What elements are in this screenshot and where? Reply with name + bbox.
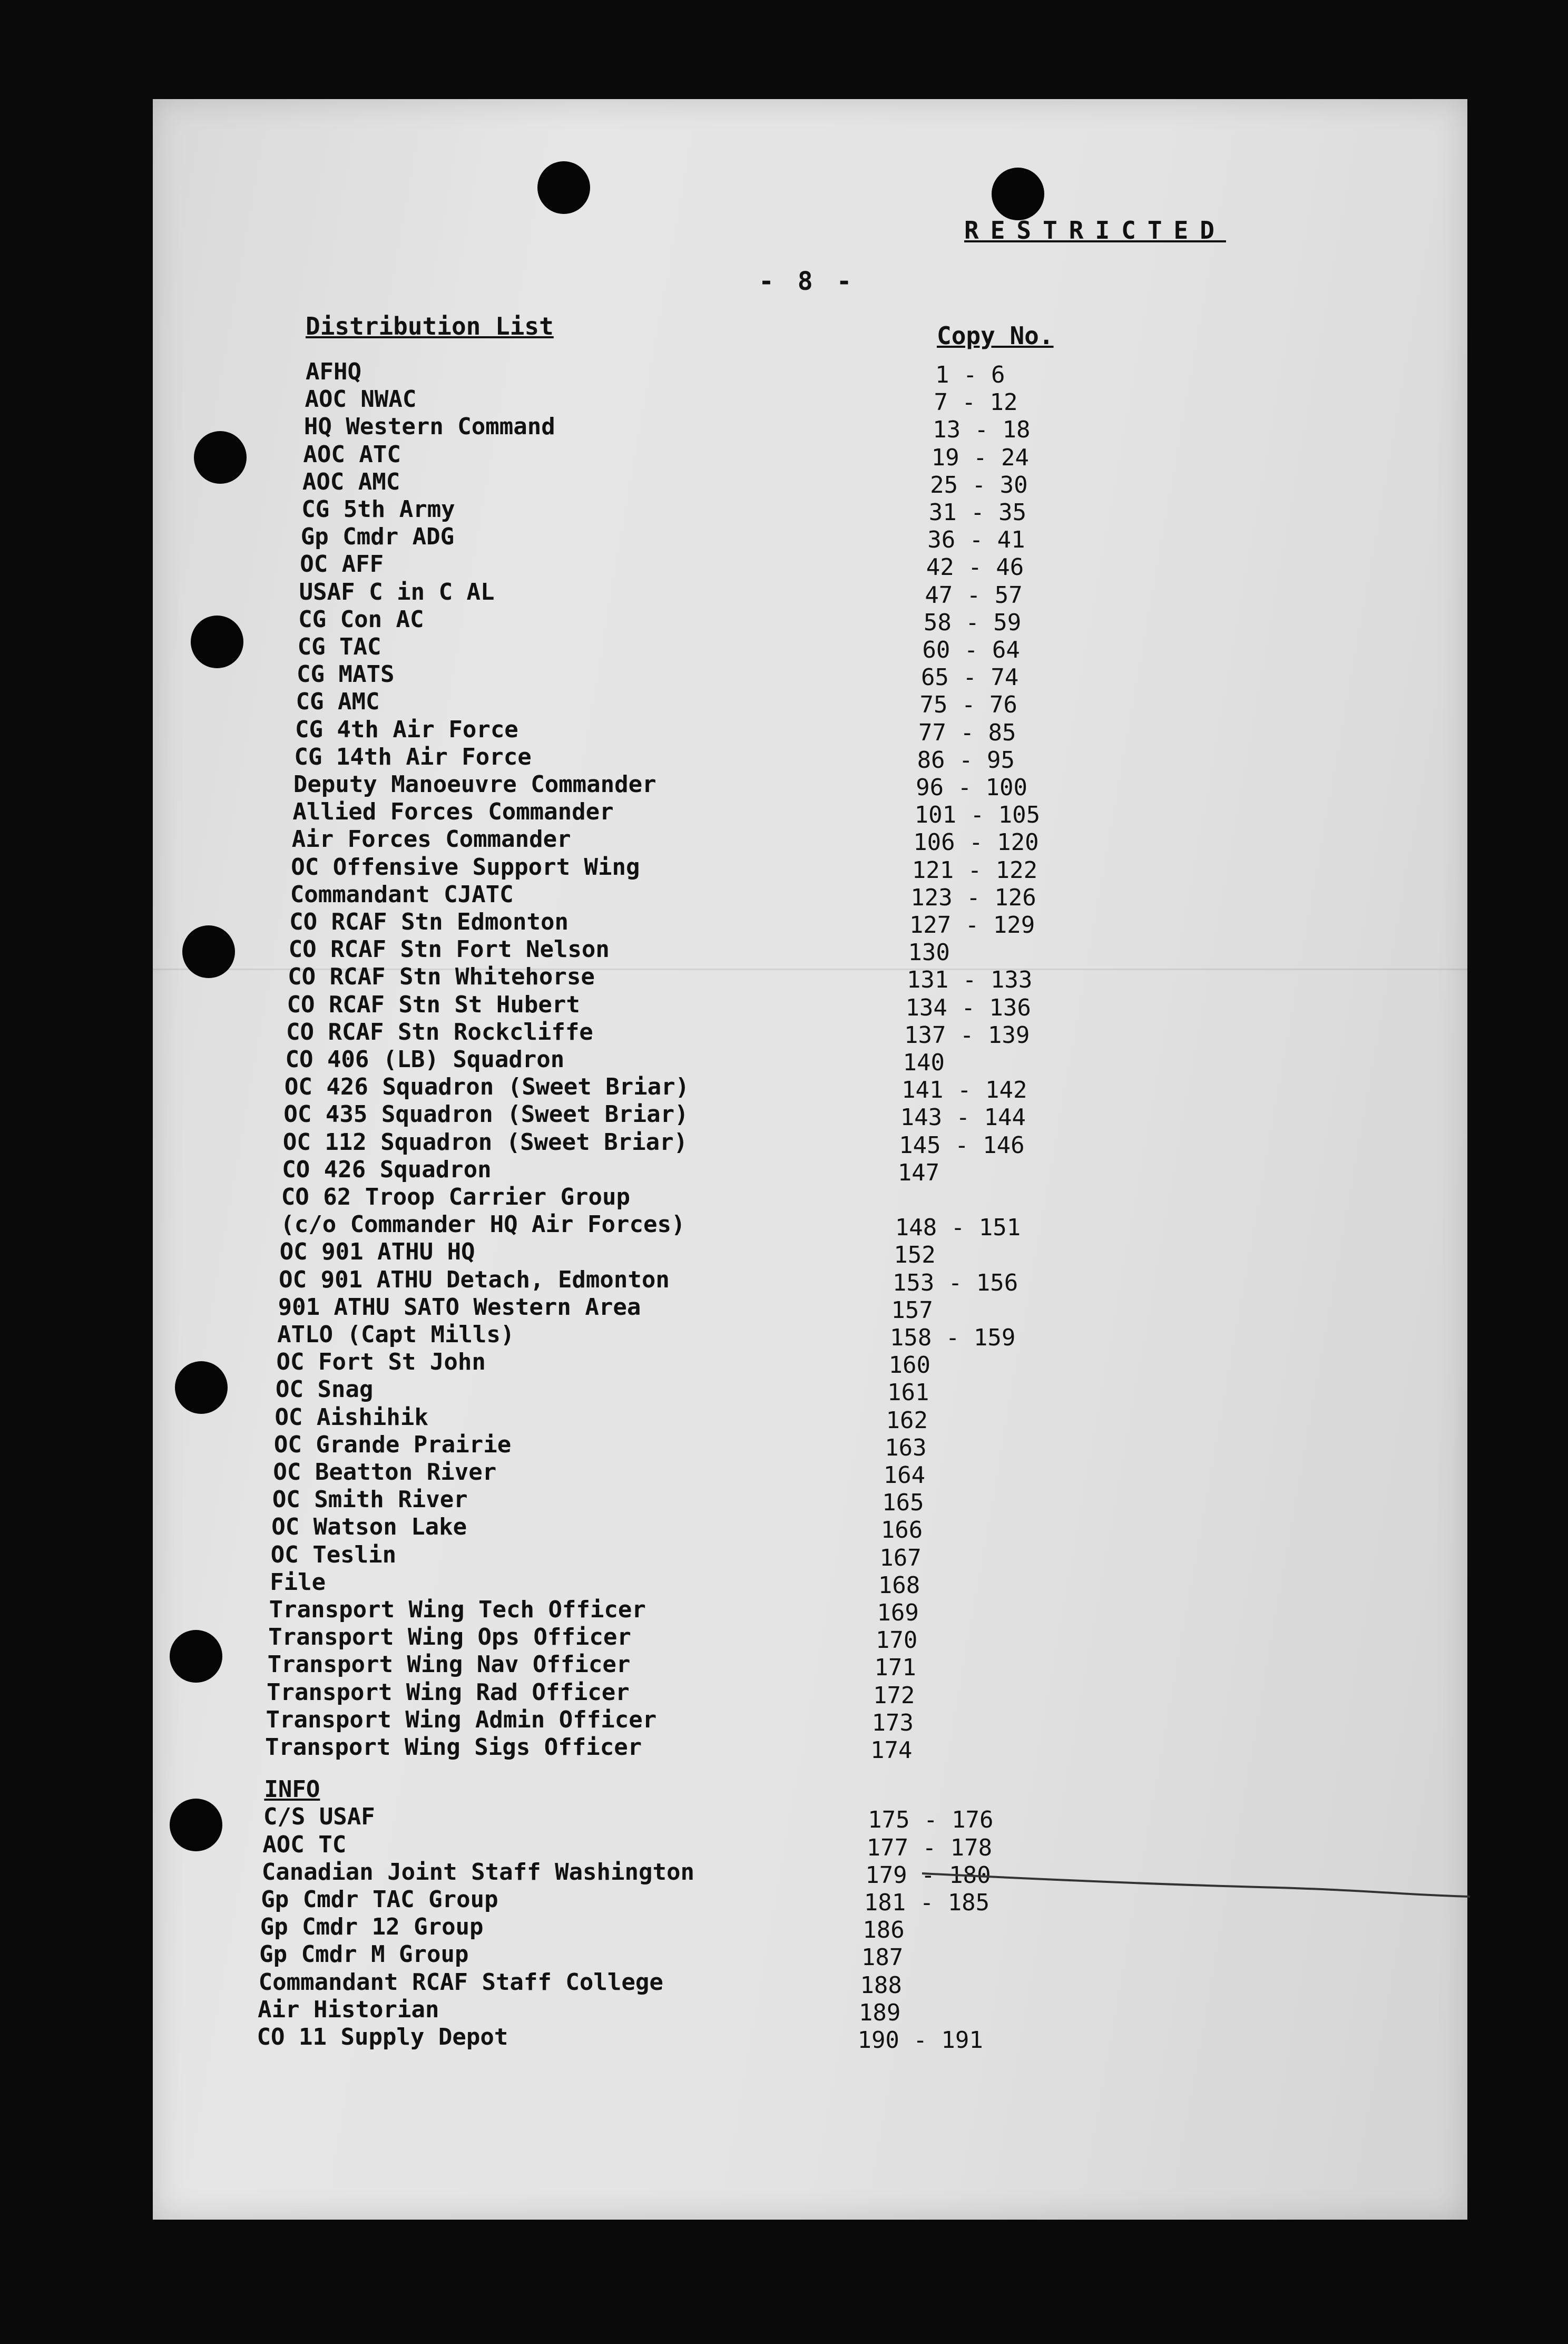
list-item: [153, 1376, 1467, 1407]
addressee: OC Snag: [275, 1376, 374, 1403]
info-list-item: [153, 1941, 1467, 1971]
addressee: AOC AMC: [302, 468, 400, 495]
copy-numbers: 140: [903, 1049, 945, 1076]
copy-numbers: 171: [874, 1654, 916, 1682]
list-item: [153, 1596, 1467, 1624]
copy-numbers: 190 - 191: [857, 2027, 983, 2054]
copy-numbers: 152: [894, 1242, 936, 1269]
addressee: Commandant CJATC: [290, 881, 514, 908]
copy-numbers: 65 - 74: [920, 664, 1019, 691]
copy-numbers: 161: [887, 1379, 929, 1407]
list-item: [153, 523, 1467, 554]
info-list-item: [153, 2024, 1467, 2054]
list-item: [153, 1734, 1467, 1764]
info-list-item: [153, 1803, 1467, 1834]
addressee: OC Watson Lake: [271, 1513, 467, 1541]
copy-numbers: 19 - 24: [931, 444, 1030, 471]
list-item: [153, 1101, 1467, 1131]
copy-numbers: 147: [897, 1159, 940, 1186]
list-item: [153, 688, 1467, 719]
copy-numbers: 7 - 12: [934, 389, 1018, 416]
copy-numbers: 75 - 76: [919, 691, 1017, 719]
copy-numbers: 36 - 41: [927, 526, 1025, 554]
list-item: [153, 1238, 1467, 1269]
addressee: CG 14th Air Force: [294, 743, 532, 770]
copy-numbers: 174: [870, 1737, 913, 1764]
copy-numbers: 86 - 95: [917, 746, 1015, 774]
copy-numbers: 179 - 180: [865, 1861, 991, 1889]
copy-numbers: 130: [908, 939, 950, 966]
addressee: CO 11 Supply Depot: [257, 2024, 508, 2050]
copy-numbers: 141 - 142: [901, 1077, 1027, 1104]
copy-numbers: 163: [885, 1434, 927, 1461]
list-item: [153, 771, 1467, 801]
list-item: [153, 1293, 1467, 1324]
list-item: [153, 496, 1467, 526]
copy-numbers: 160: [888, 1352, 930, 1379]
addressee: OC 901 ATHU HQ: [279, 1238, 475, 1266]
copy-numbers: 173: [871, 1709, 914, 1736]
list-item: [153, 358, 1467, 386]
list-item: [153, 413, 1467, 444]
list-item: [153, 1678, 1467, 1709]
copy-numbers: 172: [873, 1682, 915, 1709]
addressee: HQ Western Command: [303, 413, 555, 441]
copy-number-heading: Copy No.: [937, 321, 1054, 350]
list-item: [153, 468, 1467, 499]
info-list-item: [153, 1996, 1467, 2024]
copy-numbers: 60 - 64: [922, 637, 1020, 663]
list-item: [153, 716, 1467, 744]
addressee: OC Smith River: [272, 1486, 468, 1513]
copy-numbers: 162: [886, 1407, 928, 1434]
copy-numbers: 96 - 100: [916, 774, 1028, 801]
list-item: [153, 1046, 1467, 1076]
addressee: OC 112 Squadron (Sweet Briar): [282, 1128, 688, 1156]
addressee: AOC NWAC: [305, 386, 417, 413]
addressee: Air Forces Commander: [291, 826, 571, 853]
list-item: [153, 605, 1467, 636]
list-item: [153, 853, 1467, 884]
list-item: [153, 798, 1467, 829]
copy-numbers: 25 - 30: [930, 471, 1028, 499]
copy-numbers: 167: [879, 1544, 922, 1571]
distribution-list: [153, 99, 1467, 2220]
copy-numbers: 134 - 136: [905, 994, 1031, 1021]
list-item: [153, 1651, 1467, 1682]
list-item: [153, 551, 1467, 581]
list-item: [153, 1211, 1467, 1242]
addressee: OC Teslin: [270, 1541, 397, 1568]
addressee: AFHQ: [306, 358, 361, 385]
list-item: [153, 826, 1467, 856]
addressee: Transport Wing Admin Officer: [266, 1706, 657, 1733]
copy-numbers: 187: [861, 1944, 904, 1971]
addressee: CG AMC: [296, 688, 380, 716]
copy-numbers: 188: [860, 1971, 902, 1999]
addressee: (c/o Commander HQ Air Forces): [280, 1211, 685, 1238]
addressee: 901 ATHU SATO Western Area: [278, 1293, 641, 1321]
copy-numbers: 121 - 122: [912, 856, 1038, 884]
addressee: Canadian Joint Staff Washington: [261, 1858, 694, 1886]
list-item: [153, 1128, 1467, 1159]
list-item: [153, 661, 1467, 691]
copy-numbers: 177 - 178: [866, 1834, 993, 1861]
addressee: Transport Wing Rad Officer: [267, 1678, 630, 1706]
addressee: CG 5th Army: [301, 496, 455, 523]
addressee: Transport Wing Nav Officer: [267, 1651, 631, 1678]
info-list-item: [153, 1968, 1467, 1999]
list-item: [153, 1486, 1467, 1517]
addressee: OC Offensive Support Wing: [291, 853, 640, 881]
addressee: USAF C in C AL: [299, 578, 495, 605]
addressee: CG TAC: [297, 633, 381, 660]
copy-numbers: 158 - 159: [889, 1324, 1016, 1351]
list-item: [153, 1624, 1467, 1654]
list-item: [153, 1459, 1467, 1489]
addressee: File: [270, 1568, 326, 1596]
addressee: Gp Cmdr M Group: [259, 1941, 469, 1968]
addressee: CO RCAF Stn Edmonton: [289, 909, 569, 935]
addressee: OC Fort St John: [276, 1349, 486, 1376]
list-item: [153, 1513, 1467, 1544]
list-item: [153, 1431, 1467, 1459]
addressee: ATLO (Capt Mills): [277, 1321, 515, 1348]
list-item: [153, 881, 1467, 909]
copy-numbers: 127 - 129: [909, 912, 1035, 939]
addressee: AOC TC: [262, 1831, 347, 1858]
copy-numbers: 157: [891, 1296, 933, 1324]
list-item: [153, 386, 1467, 416]
copy-numbers: 166: [880, 1517, 923, 1544]
copy-numbers: 168: [878, 1571, 920, 1599]
list-item: [153, 441, 1467, 471]
addressee: Air Historian: [258, 1996, 439, 2023]
copy-numbers: 164: [883, 1462, 926, 1489]
distribution-list-title: Distribution List: [306, 312, 554, 340]
addressee: AOC ATC: [303, 441, 401, 468]
list-item: [153, 1266, 1467, 1294]
copy-numbers: 47 - 57: [925, 581, 1023, 609]
addressee: CO RCAF Stn Fort Nelson: [288, 936, 610, 963]
addressee: OC 901 ATHU Detach, Edmonton: [279, 1266, 670, 1293]
copy-numbers: 1 - 6: [935, 362, 1005, 388]
copy-numbers: 145 - 146: [899, 1131, 1025, 1159]
addressee: OC 435 Squadron (Sweet Briar): [283, 1101, 689, 1128]
copy-numbers: 170: [875, 1627, 918, 1654]
list-item: [153, 991, 1467, 1019]
addressee: Transport Wing Sigs Officer: [264, 1734, 642, 1761]
document-page: [153, 99, 1467, 2220]
addressee: CO RCAF Stn Rockcliffe: [286, 1018, 593, 1046]
list-item: [153, 1018, 1467, 1049]
addressee: C/S USAF: [263, 1803, 375, 1831]
list-item: [153, 633, 1467, 661]
addressee: Commandant RCAF Staff College: [258, 1968, 663, 1996]
info-list-item: [153, 1913, 1467, 1944]
copy-numbers: 137 - 139: [904, 1021, 1030, 1049]
copy-numbers: 169: [877, 1599, 919, 1626]
list-item: [153, 743, 1467, 774]
list-item: [153, 1321, 1467, 1349]
addressee: CO 426 Squadron: [282, 1156, 492, 1183]
copy-numbers: 77 - 85: [918, 719, 1016, 746]
list-item: [153, 1184, 1467, 1211]
addressee: CG Con AC: [298, 605, 424, 633]
copy-numbers: 165: [882, 1489, 924, 1517]
addressee: Transport Wing Ops Officer: [268, 1624, 631, 1651]
copy-numbers: 31 - 35: [928, 499, 1027, 526]
list-item: [153, 1706, 1467, 1734]
addressee: Gp Cmdr TAC Group: [261, 1886, 498, 1913]
list-item: [153, 909, 1467, 939]
copy-numbers: 148 - 151: [895, 1214, 1021, 1242]
list-item: [153, 936, 1467, 966]
addressee: Gp Cmdr ADG: [300, 523, 455, 551]
addressee: OC 426 Squadron (Sweet Briar): [284, 1073, 690, 1101]
copy-numbers: 58 - 59: [923, 609, 1022, 636]
page-number: - 8 -: [759, 267, 856, 296]
info-list-item: [153, 1831, 1467, 1859]
list-item: [153, 1568, 1467, 1599]
info-heading: INFO: [264, 1776, 320, 1803]
addressee: Allied Forces Commander: [292, 798, 614, 826]
list-item: [153, 1156, 1467, 1184]
addressee: CO RCAF Stn Whitehorse: [288, 963, 595, 991]
addressee: Deputy Manoeuvre Commander: [293, 771, 656, 798]
addressee: CO RCAF Stn St Hubert: [287, 991, 580, 1018]
addressee: CG 4th Air Force: [295, 716, 518, 743]
list-item: [153, 1349, 1467, 1379]
addressee: OC Aishihik: [275, 1403, 428, 1431]
copy-numbers: 189: [858, 1999, 901, 2026]
copy-numbers: 186: [863, 1917, 905, 1944]
addressee: OC Beatton River: [273, 1459, 497, 1486]
copy-numbers: 175 - 176: [868, 1806, 994, 1834]
list-item: [153, 1541, 1467, 1569]
copy-numbers: 131 - 133: [906, 966, 1033, 994]
list-item: [153, 578, 1467, 609]
addressee: OC AFF: [300, 551, 384, 578]
copy-numbers: 42 - 46: [926, 554, 1024, 581]
addressee: CG MATS: [297, 661, 395, 688]
addressee: Gp Cmdr 12 Group: [260, 1913, 484, 1941]
copy-numbers: 153 - 156: [892, 1269, 1018, 1296]
classification-marking: RESTRICTED: [964, 216, 1226, 245]
addressee: Transport Wing Tech Officer: [269, 1596, 646, 1623]
paper-crease-icon: [922, 1867, 1470, 1899]
addressee: CO 62 Troop Carrier Group: [281, 1184, 631, 1210]
copy-numbers: 181 - 185: [864, 1889, 990, 1916]
list-item: [153, 1073, 1467, 1104]
copy-numbers: 13 - 18: [933, 416, 1031, 444]
addressee: OC Grande Prairie: [273, 1431, 512, 1458]
copy-numbers: 106 - 120: [913, 829, 1039, 856]
list-item: [153, 1403, 1467, 1434]
copy-numbers: 143 - 144: [900, 1104, 1026, 1131]
list-item: [153, 963, 1467, 994]
copy-numbers: 123 - 126: [910, 884, 1036, 911]
addressee: CO 406 (LB) Squadron: [285, 1046, 565, 1073]
copy-numbers: 101 - 105: [914, 802, 1041, 829]
